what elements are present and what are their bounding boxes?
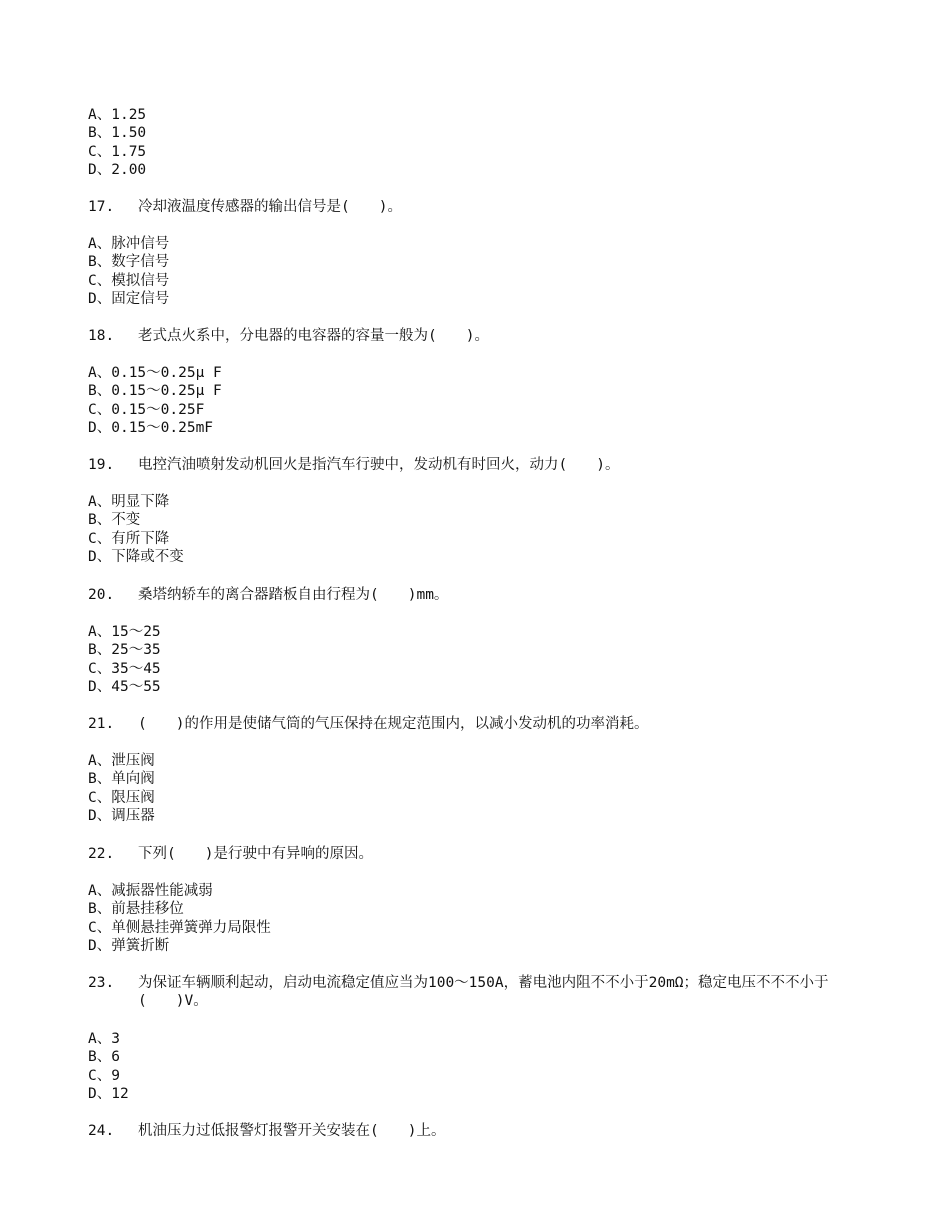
question-number: 17.	[88, 199, 115, 215]
option-a: A、0.15～0.25μ F	[88, 365, 222, 381]
option-list	[88, 364, 222, 438]
option-d: D、45～55	[88, 679, 161, 696]
option-b: B、6	[88, 1049, 120, 1066]
question-text: 桑塔纳轿车的离合器踏板自由行程为( )mm。	[138, 587, 449, 603]
option-c: C、0.15～0.25F	[88, 401, 205, 418]
question-22	[88, 845, 868, 863]
question-number: 19.	[88, 457, 115, 473]
option-c: C、35～45	[88, 660, 161, 677]
question-text: 冷却液温度传感器的输出信号是( )。	[138, 199, 402, 215]
question-17	[88, 198, 868, 216]
option-b: B、1.50	[88, 125, 147, 142]
option-b: B、单向阀	[88, 771, 155, 788]
option-c: C、1.75	[88, 143, 147, 160]
option-list	[88, 493, 184, 567]
question-18	[88, 327, 868, 345]
question-19	[88, 456, 868, 474]
question-number: 24.	[88, 1123, 115, 1139]
option-d: D、下降或不变	[88, 549, 184, 566]
option-a: A、1.25	[88, 107, 147, 123]
option-c: C、限压阀	[88, 789, 155, 806]
option-d: D、弹簧折断	[88, 938, 170, 955]
option-b: B、数字信号	[88, 254, 170, 271]
question-number: 18.	[88, 328, 115, 344]
question-text: 电控汽油喷射发动机回火是指汽车行驶中，发动机有时回火，动力( )。	[138, 457, 620, 473]
option-list	[88, 623, 161, 697]
option-a: A、减振器性能减弱	[88, 883, 213, 899]
question-21	[88, 715, 868, 733]
option-c: C、9	[88, 1067, 120, 1084]
option-list	[88, 752, 155, 826]
option-d: D、12	[88, 1086, 129, 1103]
question-23	[88, 974, 868, 1011]
option-list	[88, 882, 271, 956]
option-list	[88, 106, 146, 180]
option-a: A、脉冲信号	[88, 236, 170, 252]
option-b: B、0.15～0.25μ F	[88, 383, 222, 400]
option-b: B、前悬挂移位	[88, 901, 184, 918]
option-b: B、不变	[88, 512, 141, 529]
option-c: C、有所下降	[88, 530, 170, 547]
question-number: 22.	[88, 846, 115, 862]
option-b: B、25～35	[88, 642, 161, 659]
option-d: D、调压器	[88, 808, 155, 825]
option-c: C、单侧悬挂弹簧弹力局限性	[88, 919, 271, 936]
option-a: A、泄压阀	[88, 753, 155, 769]
question-text: ( )的作用是使储气筒的气压保持在规定范围内，以减小发动机的功率消耗。	[138, 716, 649, 732]
option-a: A、明显下降	[88, 494, 170, 510]
option-c: C、模拟信号	[88, 272, 170, 289]
option-list	[88, 235, 169, 309]
option-d: D、固定信号	[88, 291, 170, 308]
option-a: A、3	[88, 1031, 120, 1047]
question-number: 21.	[88, 716, 115, 732]
option-d: D、0.15～0.25mF	[88, 420, 214, 437]
question-text: 下列( )是行驶中有异响的原因。	[138, 846, 373, 862]
question-24	[88, 1122, 868, 1140]
option-d: D、2.00	[88, 162, 147, 179]
question-text: 为保证车辆顺利起动，启动电流稳定值应当为100～150A，蓄电池内阻不不小于20mΩ；稳定电压不不不小于( )V。	[138, 975, 829, 1010]
question-text: 老式点火系中，分电器的电容器的容量一般为( )。	[138, 328, 489, 344]
question-20	[88, 586, 868, 604]
option-a: A、15～25	[88, 624, 161, 640]
question-number: 20.	[88, 587, 115, 603]
question-text: 机油压力过低报警灯报警开关安装在( )上。	[138, 1123, 446, 1139]
option-list	[88, 1030, 129, 1104]
question-number: 23.	[88, 975, 115, 991]
